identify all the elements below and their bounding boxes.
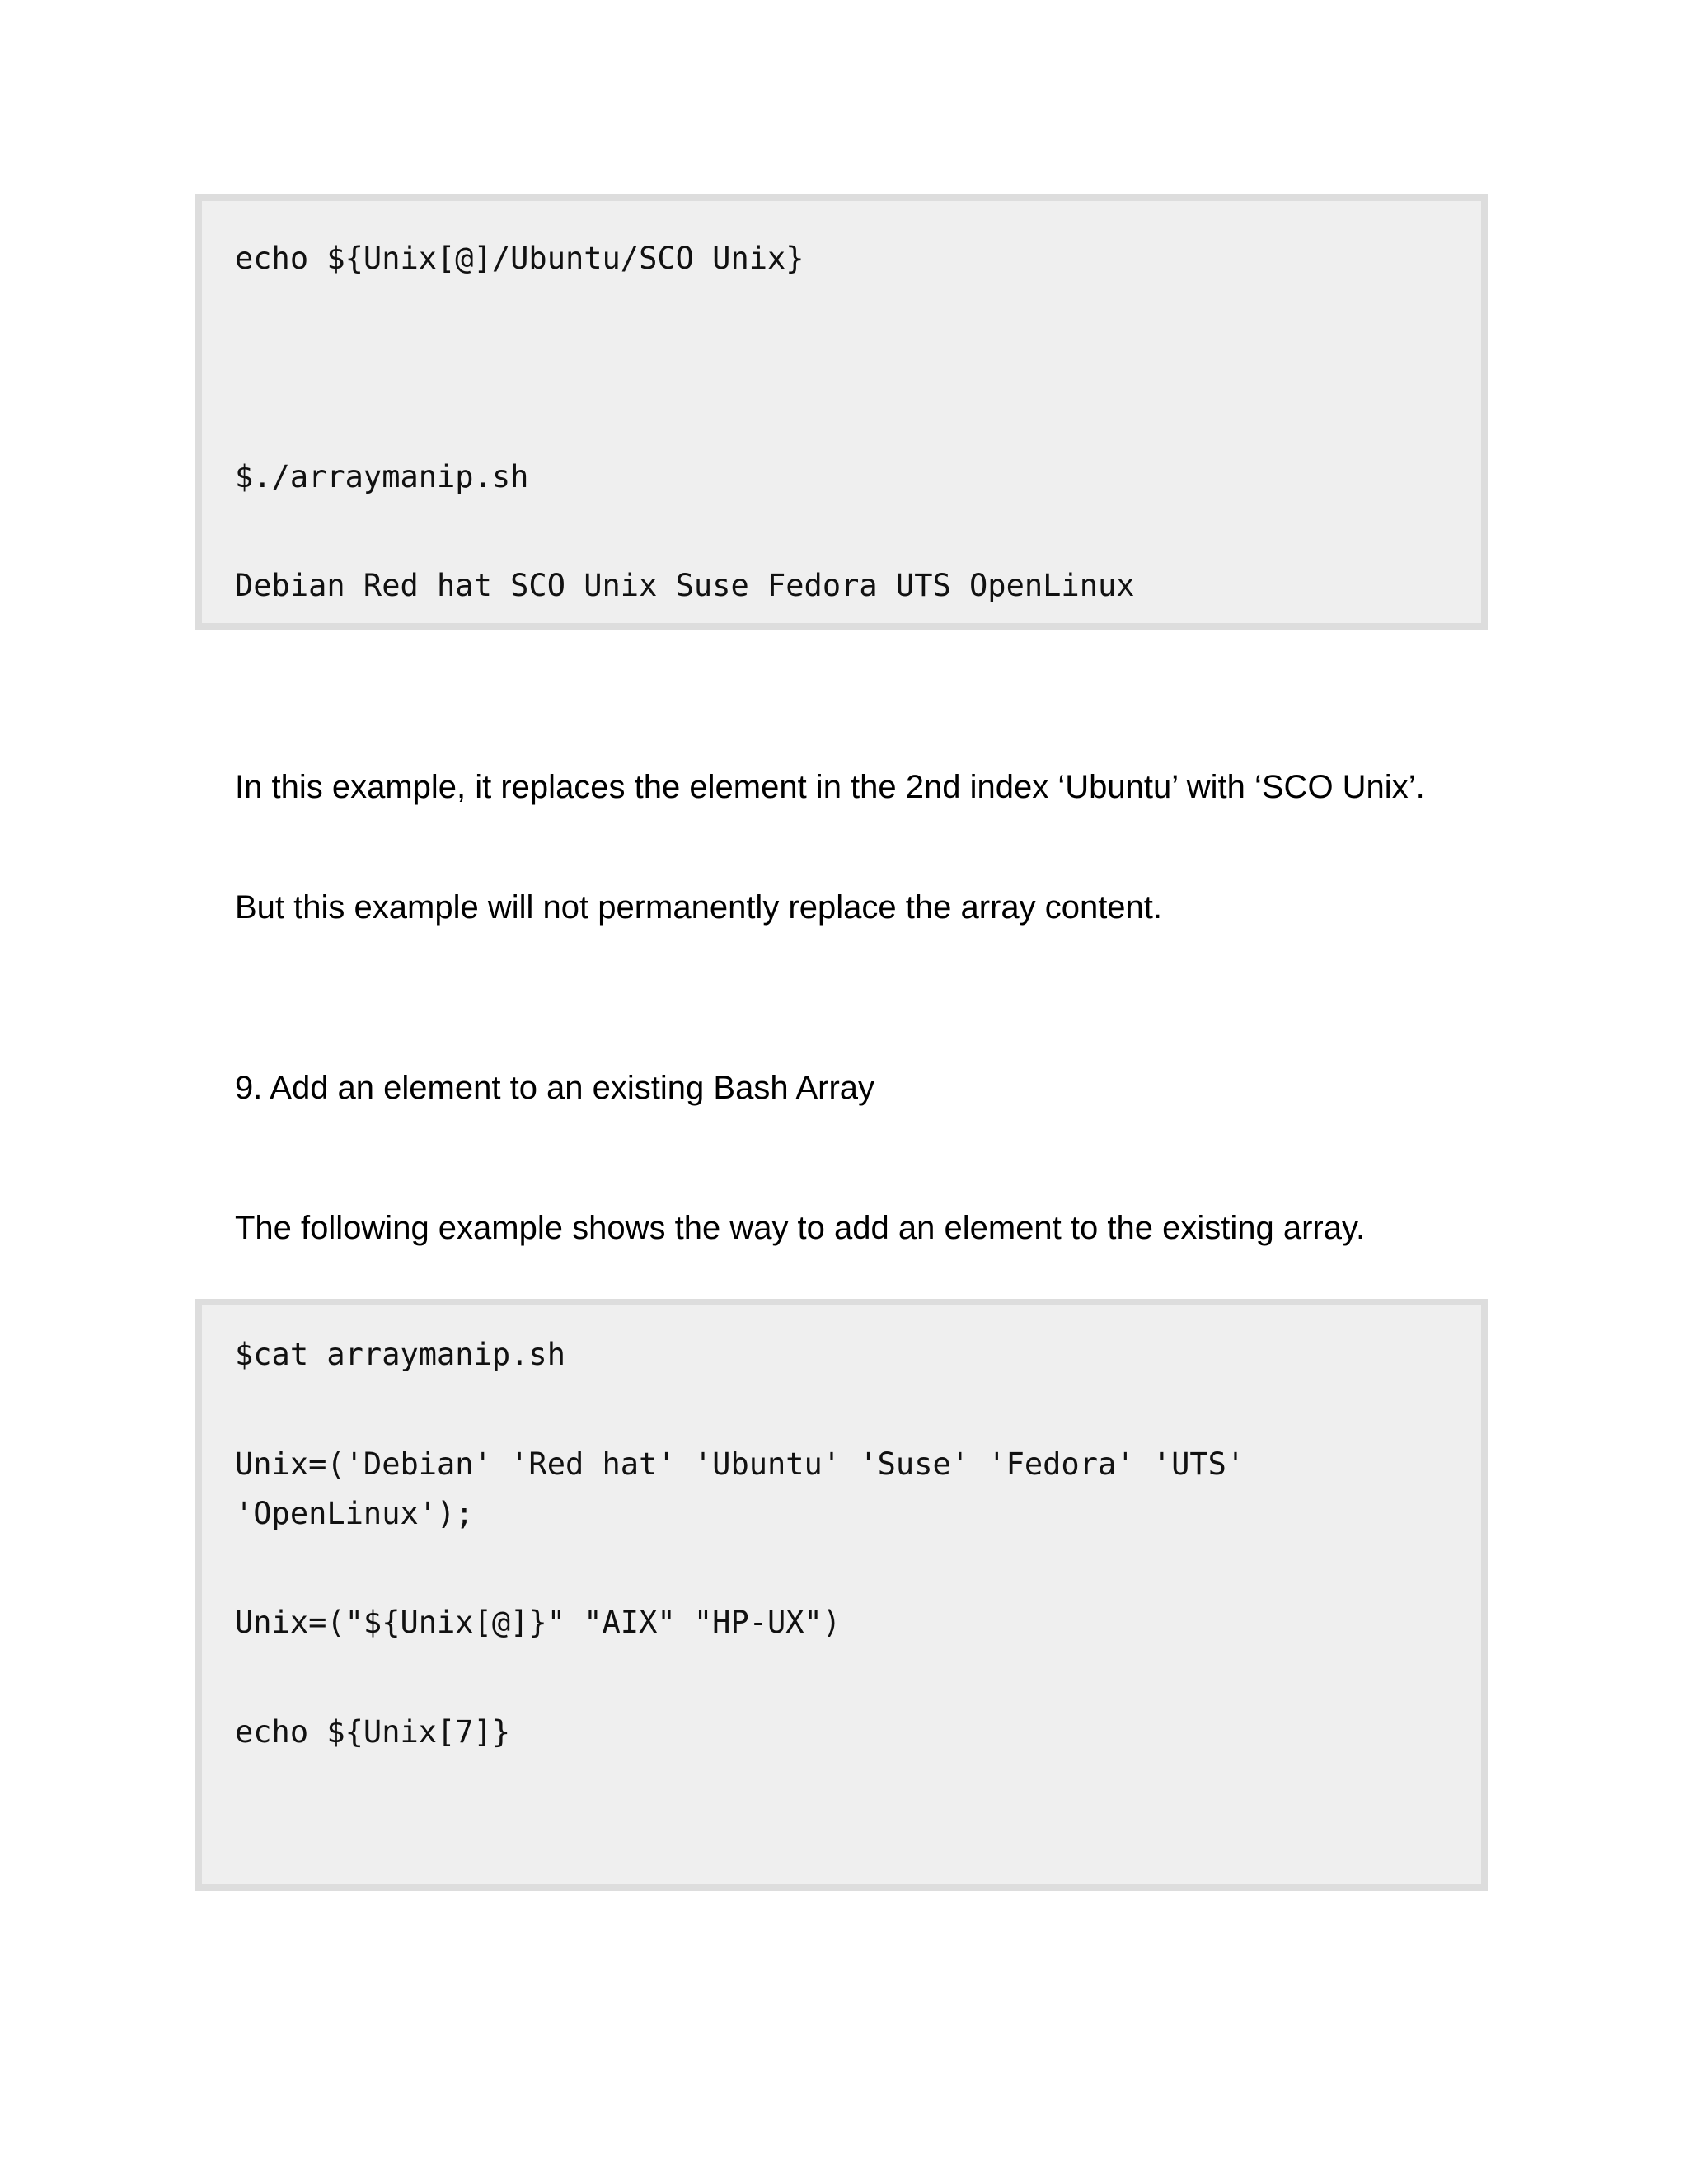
code-line: echo ${Unix[@]/Ubuntu/SCO Unix} [235, 241, 804, 276]
code-line: $./arraymanip.sh [235, 459, 529, 494]
paragraph-intro: The following example shows the way to add an element to the existing array. [235, 1210, 1366, 1246]
code-line: $cat arraymanip.sh [235, 1337, 565, 1372]
code-line: 'OpenLinux'); [235, 1496, 474, 1531]
paragraph-replace-explanation: In this example, it replaces the element in the 2nd index ‘Ubuntu’ with ‘SCO Unix’. [235, 769, 1425, 805]
code-line: Unix=('Debian' 'Red hat' 'Ubuntu' 'Suse' 'Fedora' 'UTS' [235, 1446, 1245, 1482]
section-heading: 9. Add an element to an existing Bash Array [235, 1070, 875, 1106]
paragraph-not-permanent: But this example will not permanently replace the array content. [235, 889, 1163, 926]
code-output-line: Debian Red hat SCO Unix Suse Fedora UTS OpenLinux [235, 568, 1135, 603]
code-block-replace [195, 194, 1488, 630]
code-block-add-element [195, 1299, 1488, 1891]
code-line: Unix=("${Unix[@]}" "AIX" "HP-UX") [235, 1605, 842, 1640]
code-line: echo ${Unix[7]} [235, 1714, 511, 1750]
